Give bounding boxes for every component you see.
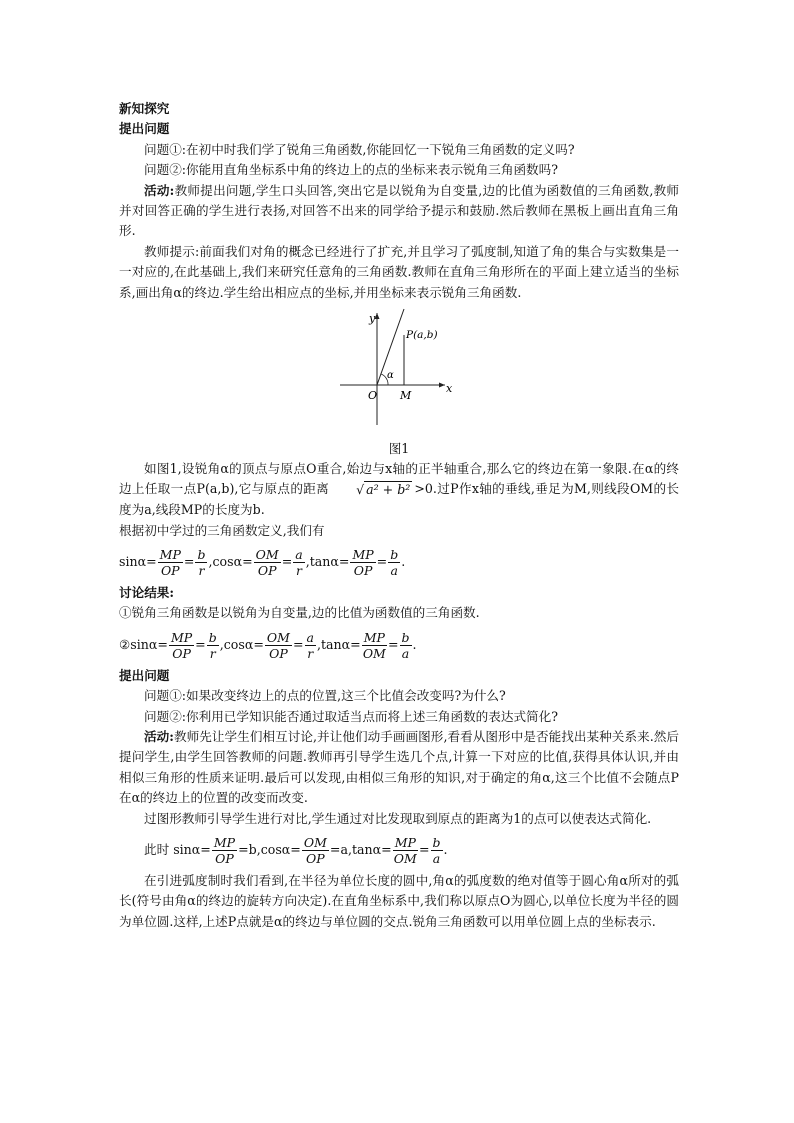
document-page — [119, 99, 679, 932]
frac-mp-op: $\frac{MP}{OP}$ — [159, 546, 181, 578]
definition-intro: 根据初中学过的三角函数定义,我们有 — [119, 522, 325, 538]
activity-text: 教师提出问题,学生口头回答,突出它是以锐角为自变量,边的比值为函数值的三角函数,教师并对回答正确的学生进行表扬,对回答不出来的同学给予提示和鼓励.然后教师在黑板上画出直角三角形. — [119, 182, 680, 239]
x-label: x — [446, 382, 453, 396]
formula-definitions: sinα= $\frac{MP}{OP}$ = $\frac{b}{r}$ ,cosα= $\frac{OM}{OP}$ = $\frac{a}{r}$ ,tanα= $\frac{MP}{OP}$ = $\frac{b}{a}$ . — [119, 546, 406, 578]
paragraph-setup — [119, 459, 679, 521]
activity-paragraph — [119, 181, 679, 242]
formula-discussion: ②sinα= $\frac{MP}{OP}$ = $\frac{b}{r}$ ,cosα= $\frac{OM}{OP}$ = $\frac{a}{r}$ ,tanα= $\frac{MP}{OM}$ = $\frac{b}{a}$ . — [119, 629, 417, 661]
discussion-result-1: ①锐角三角函数是以锐角为自变量,边的比值为函数值的三角函数. — [119, 605, 480, 621]
sqrt-radicand: a² + b² — [366, 481, 411, 497]
frac-b-a-3: $\frac{b}{a}$ — [432, 835, 441, 867]
m-label: M — [400, 389, 412, 403]
y-label: y — [369, 312, 376, 326]
frac-om-op: $\frac{OM}{OP}$ — [255, 546, 279, 578]
coordinate-diagram — [340, 307, 455, 435]
tan-label: ,tanα= — [305, 553, 350, 569]
formula-simplified: 此时 sinα= $\frac{MP}{OP}$ =b,cosα= $\frac{OM}{OP}$ =a,tanα= $\frac{MP}{OM}$ = $\frac{b}{a}$ . — [144, 835, 448, 867]
origin-label: O — [368, 389, 378, 403]
sin-label: sinα= — [119, 553, 157, 569]
activity-text-2: 教师先让学生们相互讨论,并让他们动手画画图形,看看从图形中是否能找出某种关系来.然后提问学生,由学生回答教师的问题.教师再引导学生选几个点,计算一下对应的比值,获得具体认识,并由相似三角形的性质来证明.最后可以发现,由相似三角形的知识,对于确定的角α,这三个比值不会随点P在α的终边上的位置的改变而改变. — [119, 729, 679, 806]
frac-mp-op-3: $\frac{MP}{OP}$ — [170, 629, 193, 661]
figure-1 — [119, 307, 679, 439]
heading-pose-question-2: 提出问题 — [119, 667, 170, 683]
p-label: P(a,b) — [406, 329, 438, 342]
frac-a-r: $\frac{a}{r}$ — [295, 546, 303, 578]
frac-mp-om-2: $\frac{MP}{OM}$ — [393, 835, 417, 867]
frac-b-r: $\frac{b}{r}$ — [197, 546, 206, 578]
frac-mp-op-2: $\frac{MP}{OP}$ — [352, 546, 374, 578]
question-4: 问题②:你利用已学知识能否通过取适当点而将上述三角函数的表达式简化? — [144, 708, 558, 724]
frac-b-a-2: $\frac{b}{a}$ — [401, 629, 410, 661]
question-3: 问题①:如果改变终边上的点的位置,这三个比值会改变吗?为什么? — [144, 688, 506, 704]
heading-pose-question: 提出问题 — [119, 121, 170, 137]
activity-label: 活动: — [144, 182, 175, 198]
frac-b-a: $\frac{b}{a}$ — [390, 546, 399, 578]
setup-text-b: >0.过P作x轴的垂线,垂足为M,则线段OM的长度为a,线段MP的长度为b. — [119, 481, 679, 518]
cos-label: ,cosα= — [208, 553, 253, 569]
activity-label-2: 活动: — [144, 729, 174, 745]
question-1: 问题①:在初中时我们学了锐角三角函数,你能回忆一下锐角三角函数的定义吗? — [144, 141, 575, 157]
heading-discussion: 讨论结果: — [119, 584, 175, 600]
frac-a-r-2: $\frac{a}{r}$ — [306, 629, 314, 661]
simplify-paragraph: 过图形教师引导学生进行对比,学生通过对比发现取到原点的距离为1的点可以使表达式简化. — [144, 810, 652, 826]
y-axis-arrow — [375, 313, 380, 319]
now-prefix: 此时 sinα= — [144, 842, 211, 858]
frac-b-r-2: $\frac{b}{r}$ — [208, 629, 217, 661]
alpha-label: α — [387, 370, 394, 382]
frac-mp-op-4: $\frac{MP}{OP}$ — [213, 835, 236, 867]
activity-paragraph-2 — [119, 727, 679, 809]
teacher-hint: 教师提示:前面我们对角的概念已经进行了扩充,并且学习了弧度制,知道了角的集合与实数集是一一对应的,在此基础上,我们来研究任意角的三角函数.教师在直角三角形所在的平面上建立适当的坐标系,画出角α的终边.学生给出相应点的坐标,并用坐标来表示锐角三角函数. — [119, 243, 679, 300]
setup-text-a: 如图1,设锐角α的顶点与原点O重合,始边与x轴的正半轴重合,那么它的终边在第一象限.在α的终边上任取一点P(a,b),它与原点的距离 — [119, 461, 679, 497]
heading-new-knowledge: 新知探究 — [119, 101, 170, 116]
x-axis-arrow — [439, 383, 445, 388]
figure-caption: 图1 — [388, 441, 410, 457]
result-2-prefix: ②sinα= — [119, 636, 168, 652]
question-2: 问题②:你能用直角坐标系中角的终边上的点的坐标来表示锐角三角函数吗? — [144, 162, 558, 178]
frac-om-op-2: $\frac{OM}{OP}$ — [266, 629, 290, 661]
frac-mp-om: $\frac{MP}{OM}$ — [362, 629, 386, 661]
unit-circle-paragraph: 在引进弧度制时我们看到,在半径为单位长度的圆中,角α的弧度数的绝对值等于圆心角α所对的弧长(符号由角α的终边的旋转方向决定).在直角坐标系中,我们称以原点O为圆心,以单位长度为半径的圆为单位圆.这样,上述P点就是α的终边与单位圆的交点.锐角三角函数可以用单位圆上点的坐标表示. — [119, 873, 679, 929]
frac-om-op-3: $\frac{OM}{OP}$ — [303, 835, 327, 867]
sqrt-expression: √ a² + b² — [356, 481, 411, 497]
